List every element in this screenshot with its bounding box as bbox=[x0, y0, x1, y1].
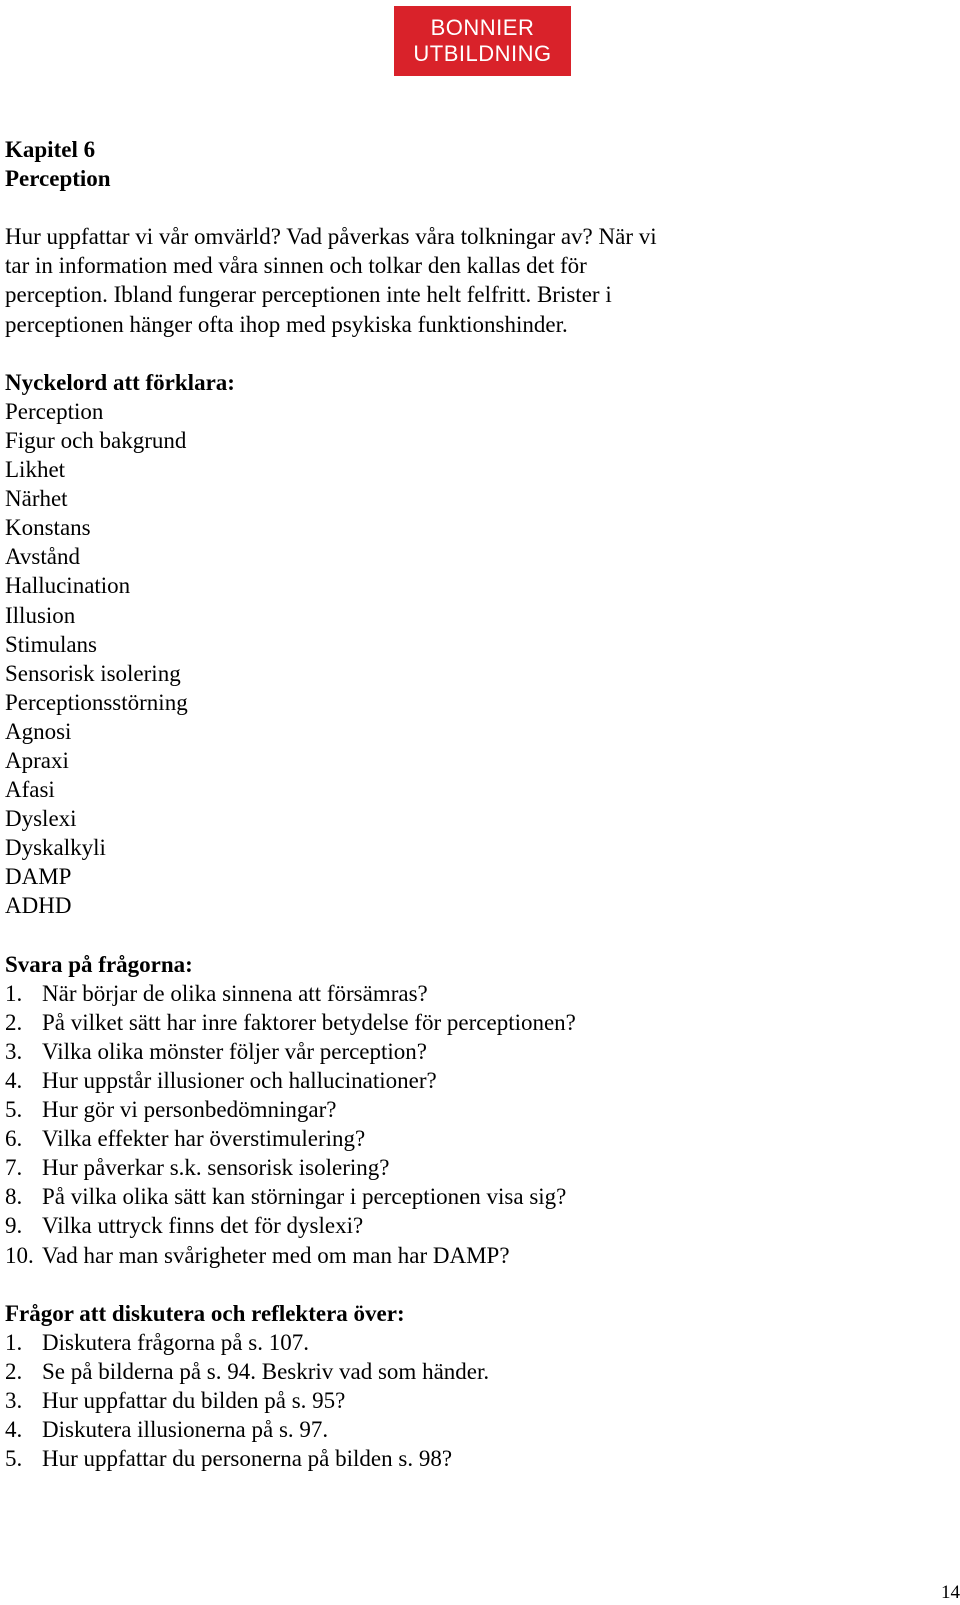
keyword-item: Likhet bbox=[5, 457, 66, 483]
keyword-item: Figur och bakgrund bbox=[5, 427, 187, 453]
intro-line: perception. Ibland fungerar perceptionen inte helt felfritt. Brister i bbox=[5, 282, 612, 308]
discussion-text: Hur uppfattar du bilden på s. 95? bbox=[42, 1388, 346, 1414]
keyword-item: Dyskalkyli bbox=[5, 835, 106, 861]
question-number: 6. bbox=[5, 1126, 23, 1152]
question-text: På vilket sätt har inre faktorer betydelse för perceptionen? bbox=[42, 1009, 576, 1035]
keyword-item: Dyslexi bbox=[5, 806, 77, 832]
discussion-text: Diskutera illusionerna på s. 97. bbox=[42, 1417, 329, 1443]
question-item bbox=[5, 1211, 925, 1240]
question-item bbox=[5, 1095, 925, 1124]
discussion-number: 1. bbox=[5, 1329, 23, 1355]
document-body bbox=[5, 135, 925, 1473]
question-text: När börjar de olika sinnena att försämras? bbox=[42, 980, 428, 1006]
discussion-item bbox=[5, 1328, 925, 1357]
discussion-text: Diskutera frågorna på s. 107. bbox=[42, 1329, 309, 1355]
keyword-item: Närhet bbox=[5, 486, 68, 512]
keyword-item: Afasi bbox=[5, 777, 55, 803]
keyword-item: Konstans bbox=[5, 515, 91, 541]
keyword-item: Illusion bbox=[5, 602, 76, 628]
question-item bbox=[5, 979, 925, 1008]
question-number: 2. bbox=[5, 1009, 23, 1035]
discussion-text: Hur uppfattar du personerna på bilden s. 98? bbox=[42, 1446, 453, 1472]
question-item bbox=[5, 1124, 925, 1153]
question-number: 8. bbox=[5, 1184, 23, 1210]
chapter-label: Kapitel 6 bbox=[5, 137, 96, 162]
keyword-item: Agnosi bbox=[5, 718, 72, 744]
chapter-title: Perception bbox=[5, 166, 111, 192]
discussion-number: 3. bbox=[5, 1388, 23, 1414]
intro-paragraph bbox=[5, 222, 925, 338]
question-text: Hur gör vi personbedömningar? bbox=[42, 1097, 337, 1123]
question-item bbox=[5, 1153, 925, 1182]
question-number: 4. bbox=[5, 1068, 23, 1093]
discussion-item bbox=[5, 1357, 925, 1386]
spacer bbox=[5, 193, 925, 222]
logo-line-1: BONNIER bbox=[430, 15, 535, 40]
question-text: Vilka effekter har överstimulering? bbox=[42, 1126, 366, 1152]
keyword-item: Avstånd bbox=[5, 544, 80, 570]
keyword-item: DAMP bbox=[5, 864, 72, 890]
question-item bbox=[5, 1037, 925, 1066]
intro-line: perceptionen hänger ofta ihop med psykiska funktionshinder. bbox=[5, 311, 568, 337]
question-text: Hur påverkar s.k. sensorisk isolering? bbox=[42, 1155, 390, 1181]
question-text: Vad har man svårigheter med om man har DAMP? bbox=[42, 1242, 510, 1268]
keyword-item: Sensorisk isolering bbox=[5, 660, 181, 686]
discussion-section bbox=[5, 1299, 925, 1474]
logo-line-2: UTBILDNING bbox=[413, 41, 552, 66]
question-item bbox=[5, 1066, 925, 1095]
intro-line: tar in information med våra sinnen och tolkar den kallas det för bbox=[5, 253, 587, 279]
discussion-number: 5. bbox=[5, 1446, 23, 1472]
discussion-number: 2. bbox=[5, 1358, 23, 1384]
question-number: 9. bbox=[5, 1213, 23, 1239]
page-number: 14 bbox=[941, 1582, 960, 1603]
keyword-item: Perceptionsstörning bbox=[5, 689, 188, 715]
keywords-section bbox=[5, 368, 925, 921]
question-number: 3. bbox=[5, 1038, 23, 1064]
keywords-heading: Nyckelord att förklara: bbox=[5, 369, 235, 395]
question-text: Vilka olika mönster följer vår perception? bbox=[42, 1038, 428, 1064]
question-text: Vilka uttryck finns det för dyslexi? bbox=[42, 1213, 364, 1239]
spacer bbox=[5, 921, 925, 950]
intro-line: Hur uppfattar vi vår omvärld? Vad påverkas våra tolkningar av? När vi bbox=[5, 224, 657, 250]
question-item bbox=[5, 1241, 925, 1270]
bonnier-utbildning-logo bbox=[394, 6, 571, 76]
discussion-item bbox=[5, 1386, 925, 1415]
discussion-item bbox=[5, 1444, 925, 1473]
discussion-number: 4. bbox=[5, 1417, 23, 1443]
keyword-item: Hallucination bbox=[5, 573, 131, 599]
question-number: 5. bbox=[5, 1097, 23, 1123]
question-item bbox=[5, 1182, 925, 1211]
question-number: 1. bbox=[5, 980, 23, 1006]
questions-section bbox=[5, 950, 925, 1270]
keyword-item: Apraxi bbox=[5, 747, 69, 773]
spacer bbox=[5, 339, 925, 368]
question-text: På vilka olika sätt kan störningar i perceptionen visa sig? bbox=[42, 1184, 567, 1210]
discussion-item bbox=[5, 1415, 925, 1444]
keyword-item: ADHD bbox=[5, 893, 72, 919]
spacer bbox=[5, 1270, 925, 1299]
question-item bbox=[5, 1008, 925, 1037]
questions-heading: Svara på frågorna: bbox=[5, 951, 193, 977]
question-number: 7. bbox=[5, 1155, 23, 1181]
keyword-item: Stimulans bbox=[5, 631, 98, 657]
question-number: 10. bbox=[5, 1242, 34, 1268]
discussion-heading: Frågor att diskutera och reflektera över: bbox=[5, 1300, 405, 1326]
keyword-item: Perception bbox=[5, 398, 104, 424]
discussion-text: Se på bilderna på s. 94. Beskriv vad som händer. bbox=[42, 1358, 490, 1384]
question-text: Hur uppstår illusioner och hallucinationer? bbox=[42, 1068, 437, 1093]
